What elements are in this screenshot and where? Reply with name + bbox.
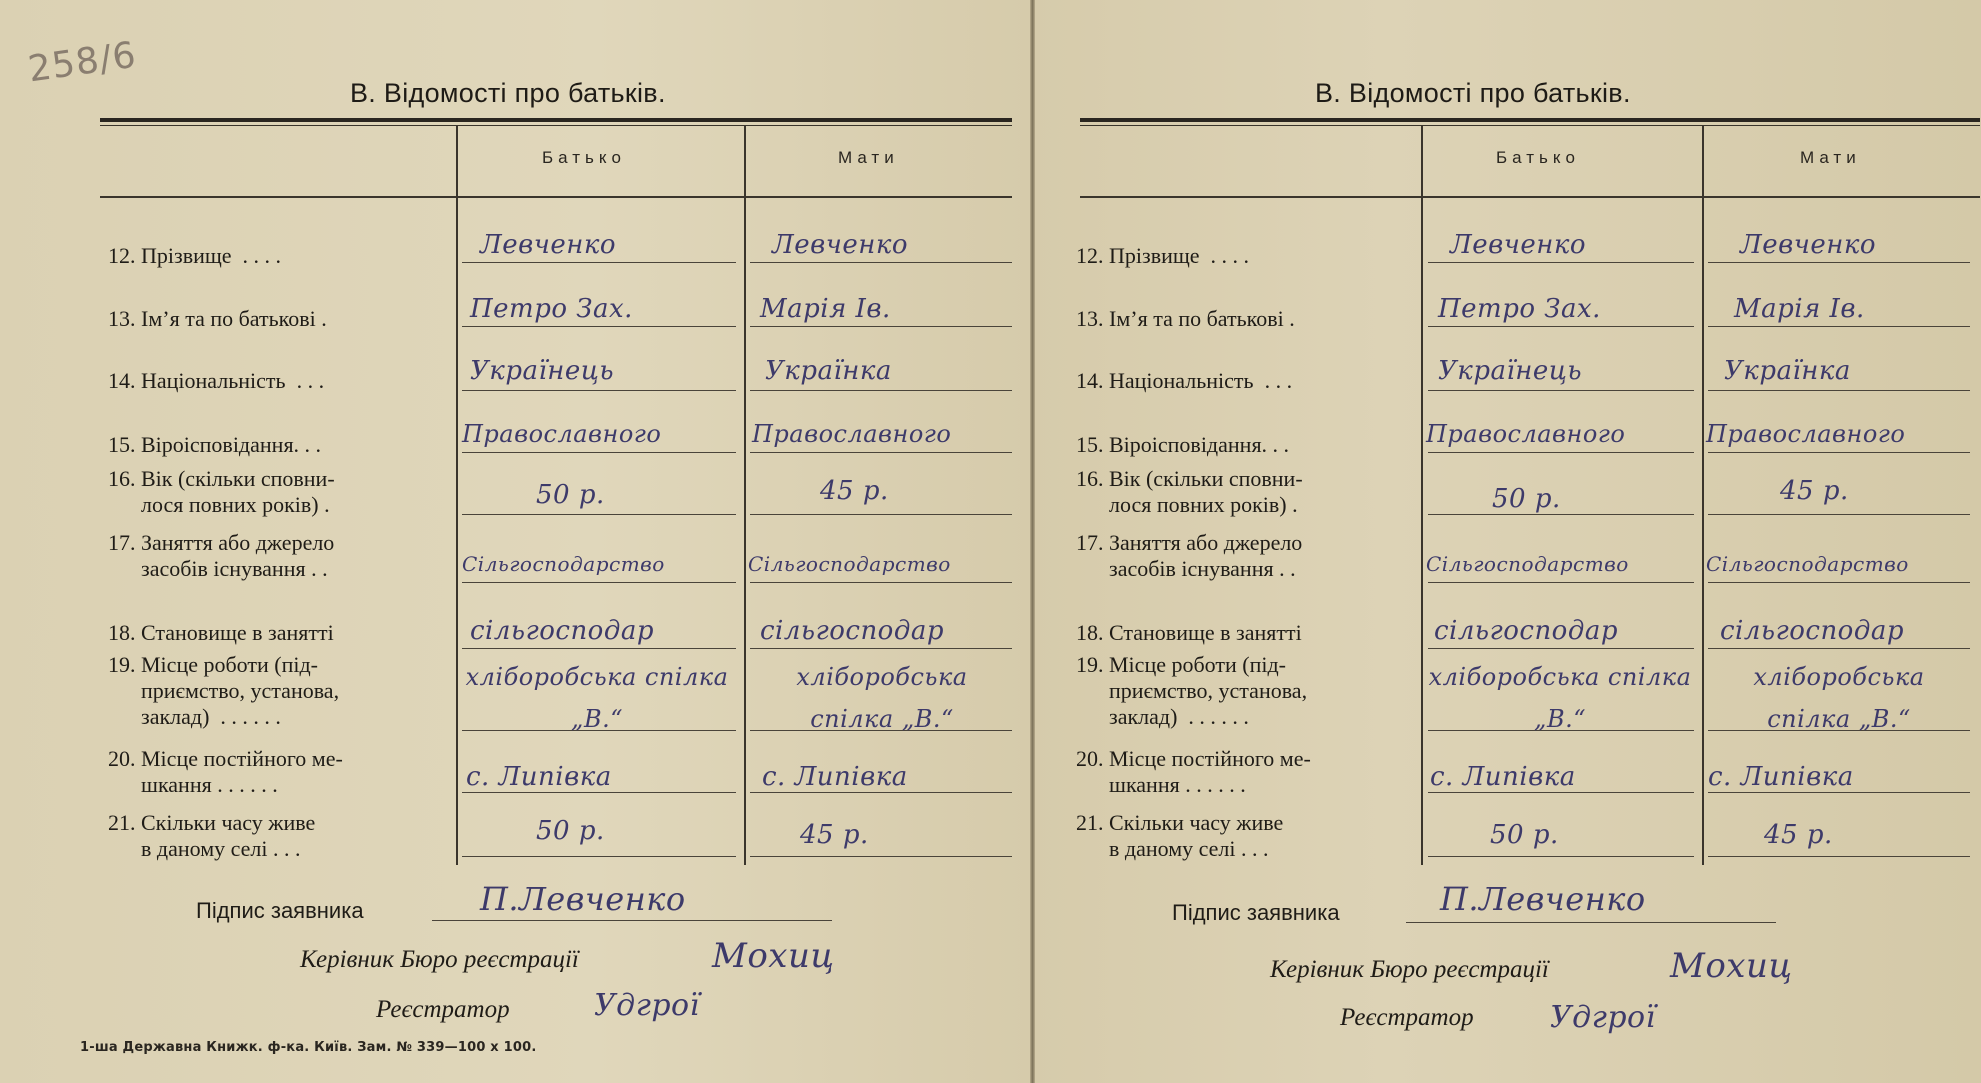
registrar-signature: Удгрої — [594, 988, 700, 1023]
fill-line — [1428, 326, 1694, 327]
mother-residence: с. Липівка — [762, 762, 908, 792]
fill-line — [1428, 792, 1694, 793]
applicant-signature: П.Левченко — [1440, 880, 1646, 918]
fill-line — [750, 326, 1012, 327]
column-header-mother: Мати — [1800, 148, 1861, 167]
signature-line — [432, 920, 832, 921]
fill-line — [1428, 452, 1694, 453]
mother-religion: Православного — [752, 420, 952, 448]
mother-religion: Православного — [1706, 420, 1906, 448]
section-heading: В. Відомості про батьків. — [1315, 78, 1631, 108]
heading-rule — [1080, 118, 1980, 122]
fill-line — [1428, 514, 1694, 515]
fill-line — [462, 452, 736, 453]
registrar-label: Реєстратор — [376, 996, 510, 1023]
column-header-mother: Мати — [838, 148, 899, 167]
fill-line — [462, 262, 736, 263]
father-position: сільгосподар — [470, 616, 654, 646]
row-label-name: 13. Ім’я та по батькові . — [1076, 306, 1295, 331]
fill-line — [1708, 262, 1970, 263]
column-divider — [456, 125, 458, 865]
mother-residence: с. Липівка — [1708, 762, 1854, 792]
fill-line — [1428, 856, 1694, 857]
father-workplace: хліборобська спілка „В.“ — [465, 663, 729, 733]
mother-nationality: Українка — [1724, 356, 1851, 386]
father-name: Петро Зах. — [1438, 294, 1601, 324]
column-header-father: Батько — [1496, 148, 1580, 167]
row-label-workplace: 19. Місце роботи (під- приємство, установа, заклад) . . . . . . — [108, 652, 340, 729]
applicant-signature-label: Підпис заявника — [1172, 900, 1340, 925]
father-age: 50 р. — [1492, 484, 1561, 514]
fill-line — [1708, 326, 1970, 327]
fill-line — [1708, 648, 1970, 649]
row-label-surname: 12. Прізвище . . . . — [108, 243, 282, 268]
father-religion: Православного — [1426, 420, 1626, 448]
header-rule — [1080, 196, 1980, 198]
archive-number: 258/6 — [25, 34, 140, 91]
father-occupation: Сільгосподарство — [1426, 552, 1629, 576]
father-surname: Левченко — [1450, 230, 1587, 260]
column-divider — [1702, 125, 1704, 865]
signature-line — [1406, 922, 1776, 923]
fill-line — [750, 514, 1012, 515]
row-label-religion: 15. Віроісповідання. . . — [1076, 432, 1290, 457]
fill-line — [462, 792, 736, 793]
row-label-occupation: 17. Заняття або джерело засобів існування . . — [1076, 530, 1303, 581]
father-nationality: Українець — [1438, 356, 1583, 386]
row-label-occupation: 17. Заняття або джерело засобів існування . . — [108, 530, 335, 581]
fill-line — [462, 514, 736, 515]
row-label-position: 18. Становище в занятті — [108, 620, 334, 645]
father-time-in-village: 50 р. — [536, 816, 605, 846]
fill-line — [462, 326, 736, 327]
registrar-signature: Удгрої — [1550, 1000, 1656, 1035]
father-religion: Православного — [462, 420, 662, 448]
row-label-nationality: 14. Національність . . . — [108, 368, 325, 393]
right-page — [1040, 0, 1981, 1083]
fill-line — [462, 856, 736, 857]
mother-workplace: хліборобська спілка „В.“ — [1753, 663, 1925, 733]
mother-age: 45 р. — [820, 476, 889, 506]
column-divider — [1421, 125, 1423, 865]
applicant-signature: П.Левченко — [480, 880, 686, 918]
mother-surname: Левченко — [772, 230, 909, 260]
column-divider — [744, 125, 746, 865]
fill-line — [750, 262, 1012, 263]
father-occupation: Сільгосподарство — [462, 552, 665, 576]
applicant-signature-label: Підпис заявника — [196, 898, 364, 923]
father-residence: с. Липівка — [1430, 762, 1576, 792]
mother-occupation: Сільгосподарство — [748, 552, 951, 576]
fill-line — [1708, 792, 1970, 793]
fill-line — [1428, 390, 1694, 391]
fill-line — [1708, 582, 1970, 583]
row-label-age: 16. Вік (скільки сповни- лося повних років) . — [1076, 466, 1303, 517]
mother-position: сільгосподар — [760, 616, 944, 646]
father-age: 50 р. — [536, 480, 605, 510]
father-nationality: Українець — [470, 356, 615, 386]
mother-time-in-village: 45 р. — [1764, 820, 1833, 850]
fill-line — [1428, 262, 1694, 263]
row-label-workplace: 19. Місце роботи (під- приємство, установа, заклад) . . . . . . — [1076, 652, 1308, 729]
fill-line — [750, 792, 1012, 793]
father-name: Петро Зах. — [470, 294, 633, 324]
mother-age: 45 р. — [1780, 476, 1849, 506]
row-label-time-in-village: 21. Скільки часу живе в даному селі . . . — [1076, 810, 1284, 861]
registrar-label: Реєстратор — [1340, 1004, 1474, 1031]
printer-imprint: 1-ша Державна Книжк. ф-ка. Київ. Зам. № 339—100 х 100. — [80, 1040, 537, 1055]
father-residence: с. Липівка — [466, 762, 612, 792]
father-surname: Левченко — [480, 230, 617, 260]
mother-name: Марія Ів. — [760, 294, 891, 324]
father-workplace: хліборобська спілка „В.“ — [1428, 663, 1692, 733]
section-heading: В. Відомості про батьків. — [350, 78, 666, 108]
fill-line — [1708, 856, 1970, 857]
registry-head-signature: Мохиц — [712, 936, 835, 976]
left-page — [0, 0, 990, 1083]
registry-head-label: Керівник Бюро реєстрації — [300, 946, 579, 973]
fill-line — [462, 648, 736, 649]
fill-line — [1708, 514, 1970, 515]
heading-rule-thin — [1080, 125, 1980, 126]
row-label-nationality: 14. Національність . . . — [1076, 368, 1293, 393]
mother-occupation: Сільгосподарство — [1706, 552, 1909, 576]
page-fold — [1030, 0, 1035, 1083]
fill-line — [1708, 390, 1970, 391]
row-label-name: 13. Ім’я та по батькові . — [108, 306, 327, 331]
registry-head-signature: Мохиц — [1670, 946, 1793, 986]
row-label-surname: 12. Прізвище . . . . — [1076, 243, 1250, 268]
row-label-time-in-village: 21. Скільки часу живе в даному селі . . . — [108, 810, 316, 861]
fill-line — [750, 648, 1012, 649]
header-rule — [100, 196, 1012, 198]
row-label-residence: 20. Місце постійного ме- шкання . . . . . . — [1076, 746, 1311, 797]
fill-line — [462, 582, 736, 583]
mother-time-in-village: 45 р. — [800, 820, 869, 850]
mother-surname: Левченко — [1740, 230, 1877, 260]
fill-line — [1428, 582, 1694, 583]
father-position: сільгосподар — [1434, 616, 1618, 646]
fill-line — [750, 452, 1012, 453]
row-label-age: 16. Вік (скільки сповни- лося повних років) . — [108, 466, 335, 517]
row-label-residence: 20. Місце постійного ме- шкання . . . . . . — [108, 746, 343, 797]
mother-name: Марія Ів. — [1734, 294, 1865, 324]
fill-line — [1428, 648, 1694, 649]
mother-workplace: хліборобська спілка „В.“ — [796, 663, 968, 733]
column-header-father: Батько — [542, 148, 626, 167]
row-label-position: 18. Становище в занятті — [1076, 620, 1302, 645]
fill-line — [1708, 452, 1970, 453]
heading-rule — [100, 118, 1012, 122]
fill-line — [750, 582, 1012, 583]
mother-nationality: Українка — [765, 356, 892, 386]
heading-rule-thin — [100, 125, 1012, 126]
father-time-in-village: 50 р. — [1490, 820, 1559, 850]
registry-head-label: Керівник Бюро реєстрації — [1270, 956, 1549, 983]
row-label-religion: 15. Віроісповідання. . . — [108, 432, 322, 457]
fill-line — [750, 856, 1012, 857]
fill-line — [462, 390, 736, 391]
fill-line — [750, 390, 1012, 391]
mother-position: сільгосподар — [1720, 616, 1904, 646]
